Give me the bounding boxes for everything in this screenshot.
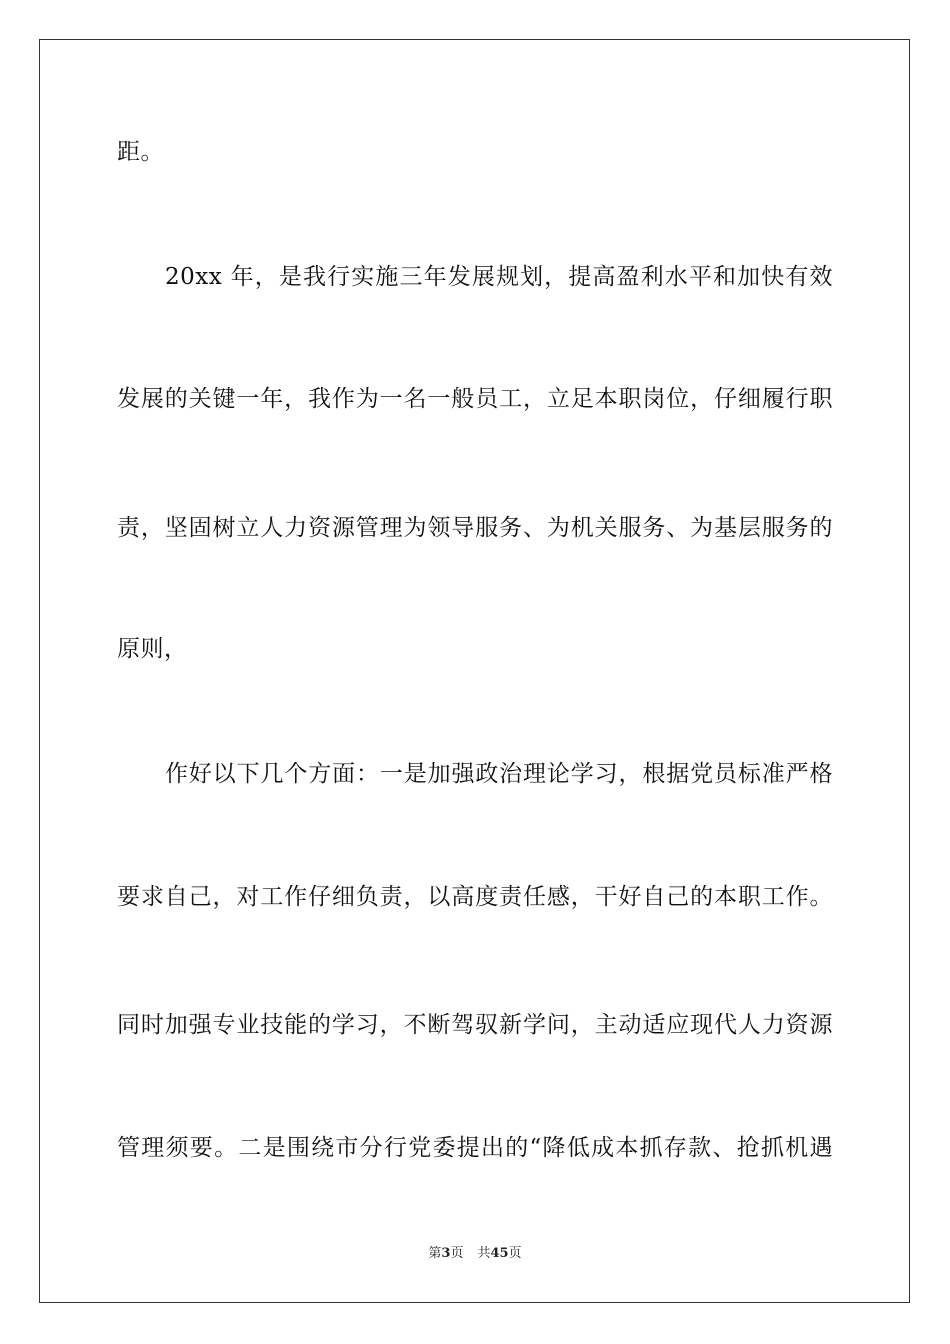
paragraph-line: 发展的关键一年，我作为一名一般员工，立足本职岗位，仔细履行职 xyxy=(117,386,833,412)
paragraph-line: 责，坚固树立人力资源管理为领导服务、为机关服务、为基层服务的 xyxy=(117,515,833,541)
page-suffix: 页 xyxy=(450,1246,464,1261)
total-page-count: 45 xyxy=(490,1246,509,1261)
paragraph-line: 原则， xyxy=(117,636,188,662)
paragraph-line: 作好以下几个方面：一是加强政治理论学习，根据党员标准严格 xyxy=(165,761,833,787)
paragraph-line: 要求自己，对工作仔细负责，以高度责任感，干好自己的本职工作。 xyxy=(117,884,833,910)
paragraph-line: 距。 xyxy=(117,139,164,165)
paragraph-line: 同时加强专业技能的学习，不断驾驭新学问，主动适应现代人力资源 xyxy=(117,1012,833,1038)
paragraph-line: 管理须要。二是围绕市分行党委提出的“降低成本抓存款、抢抓机遇 xyxy=(117,1135,833,1161)
total-suffix: 页 xyxy=(508,1246,522,1261)
page-footer xyxy=(0,1245,950,1263)
current-page-number: 3 xyxy=(441,1246,451,1261)
page-prefix: 第 xyxy=(428,1246,442,1261)
paragraph-line: 20xx 年，是我行实施三年发展规划，提高盈利水平和加快有效 xyxy=(165,264,833,290)
page-border xyxy=(39,39,910,1303)
total-prefix: 共 xyxy=(477,1246,491,1261)
